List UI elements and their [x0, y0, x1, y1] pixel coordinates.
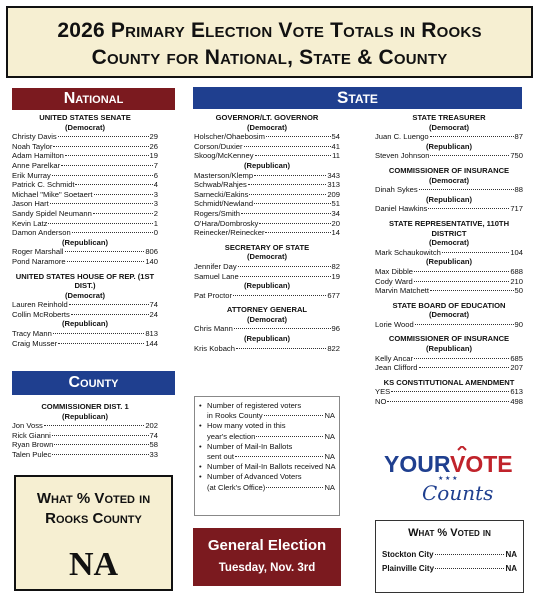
- city-name: Stockton City: [382, 550, 434, 559]
- vote-count: 24: [149, 309, 158, 319]
- state-results-right: [375, 113, 523, 407]
- county-turnout-value: NA: [68, 546, 119, 583]
- dot-leader: [52, 435, 149, 436]
- candidate-row: [12, 450, 158, 460]
- candidate-name: Sandy Spidel Neumann: [12, 208, 92, 218]
- dot-leader: [235, 456, 323, 457]
- race-heading: KS CONSTITUTIONAL AMENDMENT: [383, 377, 515, 387]
- bullet: •: [199, 421, 202, 431]
- logo-word-vote: VOTE: [450, 451, 513, 477]
- vote-count: 1: [153, 218, 158, 228]
- candidate-row: [194, 291, 340, 301]
- city-turnout-row: [382, 548, 517, 562]
- vote-count: 685: [510, 353, 523, 363]
- national-header: National: [12, 88, 175, 110]
- candidate-name: Schwab/Rahjes: [194, 180, 247, 190]
- dot-leader: [48, 223, 152, 224]
- vote-count: 19: [331, 271, 340, 281]
- race-heading: SECRETARY OF STATE: [224, 242, 310, 252]
- party-label: (Republican): [426, 194, 472, 204]
- candidate-row: [375, 204, 523, 214]
- candidate-name: Sarnecki/Eakins: [194, 189, 249, 199]
- dot-leader: [415, 324, 514, 325]
- dot-leader: [249, 194, 326, 195]
- race-heading: COMMISSIONER OF INSURANCE: [388, 334, 510, 344]
- party-label: (Republican): [244, 281, 290, 291]
- dot-leader: [65, 155, 149, 156]
- race-heading: COMMISSIONER OF INSURANCE: [388, 165, 510, 175]
- candidate-row: [12, 190, 158, 200]
- candidate-name: O'Hara/Dombrosky: [194, 218, 259, 228]
- race-heading: UNITED STATES SENATE: [39, 113, 131, 122]
- vote-count: 104: [510, 247, 523, 257]
- candidate-name: Lorie Wood: [375, 319, 414, 329]
- dot-leader: [430, 290, 514, 291]
- candidate-row: [12, 310, 158, 320]
- vote-count: 7: [153, 160, 158, 170]
- candidate-name: Dinah Sykes: [375, 185, 418, 195]
- stat-row: [199, 452, 335, 462]
- candidate-row: [375, 151, 523, 161]
- candidate-row: [194, 171, 340, 181]
- dot-leader: [94, 194, 153, 195]
- vote-count: 822: [327, 343, 340, 353]
- candidate-name: Kelly Ancar: [375, 353, 413, 363]
- candidate-name: Lauren Reinhold: [12, 300, 68, 310]
- dot-leader: [419, 367, 510, 368]
- stat-label: Number of Mail-In Ballots received: [207, 462, 324, 472]
- candidate-row: [375, 363, 523, 373]
- candidate-name: Pat Proctor: [194, 290, 232, 300]
- dot-leader: [254, 203, 330, 204]
- candidate-row: [194, 199, 340, 209]
- candidate-row: [12, 142, 158, 152]
- vote-count: 34: [331, 208, 340, 218]
- dot-leader: [54, 444, 148, 445]
- candidate-name: Kris Kobach: [194, 343, 235, 353]
- bullet: •: [199, 401, 202, 410]
- candidate-name: Craig Musser: [12, 338, 58, 348]
- vote-count: 0: [153, 228, 158, 238]
- candidate-row: [12, 257, 158, 267]
- county-turnout-title-2: Rooks County: [45, 510, 142, 527]
- candidate-row: [375, 185, 523, 195]
- dot-leader: [58, 136, 149, 137]
- stat-value: NA: [324, 411, 335, 421]
- vote-count: 3: [153, 199, 158, 209]
- candidate-name: Schmidt/Newland: [194, 199, 254, 209]
- candidate-row: [12, 431, 158, 441]
- candidate-name: Patrick C. Schmidt: [12, 180, 75, 190]
- party-label: (Democrat): [64, 122, 106, 132]
- your-vote-counts-logo: [378, 446, 522, 508]
- dot-leader: [414, 281, 510, 282]
- bullet: •: [199, 441, 202, 451]
- stat-item: [199, 401, 335, 411]
- stat-item: [199, 442, 335, 452]
- city-turnout-row: [382, 562, 517, 576]
- party-label: (Republican): [426, 141, 472, 151]
- vote-count: 210: [510, 276, 523, 286]
- dot-leader: [248, 184, 327, 185]
- vote-count: 207: [510, 363, 523, 373]
- candidate-name: Jennifer Day: [194, 261, 237, 271]
- candidate-name: Pond Naramore: [12, 256, 66, 266]
- vote-count: 750: [510, 151, 523, 161]
- candidate-row: [375, 132, 523, 142]
- vote-count: 313: [327, 180, 340, 190]
- party-label: (Democrat): [428, 238, 470, 248]
- vote-count: 11: [332, 151, 340, 161]
- dot-leader: [241, 213, 331, 214]
- vote-count: 41: [331, 141, 340, 151]
- dot-leader: [266, 487, 323, 488]
- star-icon: ★ ★ ★: [438, 476, 458, 482]
- vote-count: 19: [149, 151, 158, 161]
- stat-item: [199, 472, 335, 482]
- candidate-row: [375, 320, 523, 330]
- candidate-row: [12, 151, 158, 161]
- vote-count: 813: [145, 329, 158, 339]
- vote-count: 50: [514, 286, 523, 296]
- party-label: (Republican): [426, 257, 472, 267]
- dot-leader: [428, 208, 509, 209]
- stat-label: Number of Mail-In Ballots: [207, 441, 293, 451]
- page-title-line-1: 2026 Primary Election Vote Totals in Rooks: [57, 19, 482, 42]
- candidate-name: Christy Davis: [12, 132, 57, 142]
- candidate-row: [194, 344, 340, 354]
- dot-leader: [266, 136, 331, 137]
- city-turnout-title: What % Voted in: [408, 527, 491, 539]
- county-turnout-box: [14, 475, 173, 591]
- candidate-name: Roger Marshall: [12, 247, 64, 257]
- vote-count: 82: [331, 261, 340, 271]
- candidate-row: [12, 440, 158, 450]
- dot-leader: [240, 276, 331, 277]
- county-turnout-title-1: What % Voted in: [36, 490, 151, 507]
- candidate-name: Anne Parelkar: [12, 160, 61, 170]
- vote-count: 688: [510, 266, 523, 276]
- vote-count: 613: [510, 387, 523, 397]
- candidate-row: [194, 228, 340, 238]
- candidate-name: Corson/Duxier: [194, 141, 243, 151]
- candidate-row: [12, 199, 158, 209]
- dot-leader: [430, 155, 509, 156]
- vote-count: 74: [149, 300, 158, 310]
- candidate-name: Reinecker/Reinecker: [194, 228, 265, 238]
- candidate-row: [12, 219, 158, 229]
- candidate-row: [12, 132, 158, 142]
- dot-leader: [50, 203, 153, 204]
- dot-leader: [244, 146, 331, 147]
- vote-count: 33: [149, 449, 158, 459]
- race-heading: ATTORNEY GENERAL: [226, 305, 308, 315]
- dot-leader: [69, 304, 149, 305]
- candidate-row: [12, 161, 158, 171]
- vote-count: 58: [149, 440, 158, 450]
- candidate-row: [12, 300, 158, 310]
- dot-leader: [259, 223, 330, 224]
- voter-stats-box: [194, 396, 340, 516]
- candidate-row: [194, 209, 340, 219]
- city-name: Plainville City: [382, 564, 435, 573]
- candidate-name: Ryan Brown: [12, 440, 54, 450]
- stat-label-cont: (at Clerk's Office): [207, 482, 266, 492]
- vote-count: 20: [331, 218, 340, 228]
- stat-value: NA: [324, 482, 335, 492]
- county-header: County: [12, 371, 175, 395]
- vote-count: 54: [331, 132, 340, 142]
- party-label: (Republican): [62, 237, 108, 247]
- dot-leader: [387, 401, 509, 402]
- vote-count: 140: [145, 256, 158, 266]
- party-label: (Democrat): [246, 122, 288, 132]
- national-results: [12, 113, 158, 348]
- race-heading: COMMISSIONER DIST. 1: [41, 402, 129, 411]
- candidate-row: [375, 286, 523, 296]
- candidate-row: [12, 339, 158, 349]
- stat-label: Number of Advanced Voters: [207, 472, 302, 482]
- dot-leader: [414, 271, 509, 272]
- candidate-row: [375, 248, 523, 258]
- general-election-date: Tuesday, Nov. 3rd: [218, 562, 316, 574]
- state-results-left: [194, 113, 340, 353]
- candidate-row: [12, 329, 158, 339]
- candidate-row: [194, 272, 340, 282]
- candidate-row: [12, 180, 158, 190]
- stat-label: Number of registered voters: [207, 401, 302, 410]
- party-label: (Democrat): [428, 310, 470, 320]
- candidate-row: [194, 180, 340, 190]
- party-label: (Democrat): [246, 252, 288, 262]
- candidate-row: [12, 171, 158, 181]
- vote-count: 677: [327, 290, 340, 300]
- vote-count: 90: [514, 319, 523, 329]
- race-heading: GOVERNOR/LT. GOVERNOR: [215, 113, 319, 122]
- candidate-name: Masterson/Klemp: [194, 170, 254, 180]
- candidate-name: Mark Schaukowitch: [375, 247, 441, 257]
- candidate-name: Steven Johnson: [375, 151, 430, 161]
- candidate-row: [194, 151, 340, 161]
- vote-count: 343: [327, 170, 340, 180]
- vote-count: 96: [331, 324, 340, 334]
- bullet: •: [199, 462, 202, 472]
- race-heading: UNITED STATES HOUSE OF REP. (1ST DIST.): [15, 271, 155, 291]
- vote-count: 6: [153, 170, 158, 180]
- dot-leader: [72, 232, 153, 233]
- candidate-name: Holscher/Ohaebosim: [194, 132, 265, 142]
- stat-row: [199, 483, 335, 493]
- candidate-name: NO: [375, 397, 387, 407]
- city-value: NA: [505, 564, 517, 573]
- vote-count: 14: [331, 228, 340, 238]
- candidate-name: Erik Murray: [12, 170, 51, 180]
- vote-count: 3: [153, 189, 158, 199]
- dot-leader: [61, 165, 153, 166]
- candidate-row: [194, 219, 340, 229]
- party-label: (Democrat): [428, 122, 470, 132]
- candidate-name: Tracy Mann: [12, 329, 52, 339]
- party-label: (Republican): [244, 334, 290, 344]
- stat-label-cont: sent out: [207, 452, 235, 462]
- logo-word-your: YOUR: [384, 451, 451, 477]
- candidate-row: [12, 247, 158, 257]
- dot-leader: [419, 189, 514, 190]
- vote-count: 88: [514, 185, 523, 195]
- vote-count: 498: [510, 397, 523, 407]
- dot-leader: [256, 436, 323, 437]
- candidate-row: [375, 267, 523, 277]
- dot-leader: [67, 261, 145, 262]
- party-label: (Republican): [62, 319, 108, 329]
- stat-row: [199, 462, 335, 472]
- county-results: [12, 402, 158, 460]
- dot-leader: [233, 295, 326, 296]
- vote-count: 806: [145, 247, 158, 257]
- candidate-row: [194, 262, 340, 272]
- dot-leader: [75, 184, 152, 185]
- race-heading: STATE BOARD OF EDUCATION: [392, 300, 506, 310]
- candidate-name: Talen Pulec: [12, 449, 52, 459]
- vote-count: 144: [145, 338, 158, 348]
- candidate-row: [375, 397, 523, 407]
- dot-leader: [254, 175, 326, 176]
- dot-leader: [442, 252, 509, 253]
- check-icon: [458, 446, 466, 450]
- dot-leader: [65, 251, 145, 252]
- candidate-name: Rick Gianni: [12, 430, 51, 440]
- page-title-line-2: County for National, State & County: [91, 46, 448, 69]
- race-heading: STATE REPRESENTATIVE, 110TH DISTRICT: [388, 218, 510, 238]
- city-value: NA: [505, 550, 517, 559]
- party-label: (Democrat): [428, 175, 470, 185]
- vote-count: 74: [149, 430, 158, 440]
- candidate-name: YES: [375, 387, 391, 397]
- candidate-name: Marvin Matchett: [375, 286, 430, 296]
- candidate-name: Skoog/McKenney: [194, 151, 254, 161]
- candidate-row: [12, 228, 158, 238]
- race-heading: STATE TREASURER: [412, 113, 486, 122]
- dot-leader: [234, 328, 331, 329]
- vote-count: 87: [514, 132, 523, 142]
- stat-value: NA: [325, 462, 336, 472]
- stat-row: [199, 432, 335, 442]
- candidate-row: [12, 209, 158, 219]
- stat-label-cont: year's election: [207, 431, 256, 441]
- stat-item: [199, 421, 335, 431]
- vote-count: 202: [145, 421, 158, 431]
- party-label: (Republican): [244, 160, 290, 170]
- candidate-name: Jon Voss: [12, 421, 43, 431]
- candidate-row: [12, 421, 158, 431]
- candidate-name: Daniel Hawkins: [375, 204, 428, 214]
- candidate-row: [194, 324, 340, 334]
- dot-leader: [53, 333, 145, 334]
- dot-leader: [238, 266, 331, 267]
- candidate-name: Adam Hamilton: [12, 151, 64, 161]
- vote-count: 51: [331, 199, 340, 209]
- candidate-name: Michael "Mike" Soetaert: [12, 189, 93, 199]
- vote-count: 29: [149, 132, 158, 142]
- dot-leader: [52, 175, 153, 176]
- dot-leader: [44, 425, 145, 426]
- dot-leader: [53, 146, 148, 147]
- stat-value: NA: [324, 452, 335, 462]
- party-label: (Republican): [62, 411, 108, 421]
- dot-leader: [93, 213, 153, 214]
- candidate-row: [194, 190, 340, 200]
- general-election-title: General Election: [207, 537, 327, 554]
- vote-count: 2: [153, 208, 158, 218]
- candidate-name: Damon Anderson: [12, 228, 71, 238]
- candidate-row: [375, 354, 523, 364]
- party-label: (Democrat): [64, 290, 106, 300]
- dot-leader: [264, 415, 324, 416]
- candidate-name: Rogers/Smith: [194, 208, 241, 218]
- candidate-name: Samuel Lane: [194, 271, 239, 281]
- stat-row: [199, 411, 335, 421]
- candidate-name: Juan C. Luengo: [375, 132, 429, 142]
- stat-value: NA: [324, 431, 335, 441]
- vote-count: 4: [153, 180, 158, 190]
- candidate-row: [375, 277, 523, 287]
- city-turnout-box: [375, 520, 524, 593]
- dot-leader: [265, 232, 330, 233]
- candidate-name: Collin McRoberts: [12, 309, 70, 319]
- candidate-name: Jason Hart: [12, 199, 49, 209]
- candidate-row: [194, 132, 340, 142]
- party-label: (Republican): [426, 344, 472, 354]
- party-label: (Democrat): [246, 314, 288, 324]
- vote-count: 717: [510, 204, 523, 214]
- dot-leader: [52, 454, 148, 455]
- bullet: •: [199, 472, 202, 482]
- candidate-name: Max Dibble: [375, 266, 413, 276]
- candidate-name: Noah Taylor: [12, 141, 53, 151]
- dot-leader: [58, 343, 144, 344]
- candidate-row: [194, 142, 340, 152]
- stat-label-cont: in Rooks County: [207, 411, 263, 421]
- candidate-row: [375, 387, 523, 397]
- title-box: [6, 6, 533, 78]
- dot-leader: [236, 348, 326, 349]
- dot-leader: [71, 314, 149, 315]
- state-header: State: [193, 87, 522, 109]
- stat-label: How many voted in this: [207, 421, 286, 431]
- general-election-box: [193, 528, 341, 586]
- logo-word-counts: Counts: [422, 481, 494, 505]
- candidate-name: Cody Ward: [375, 276, 413, 286]
- vote-count: 26: [149, 141, 158, 151]
- dot-leader: [391, 391, 509, 392]
- candidate-name: Jean Clifford: [375, 363, 418, 373]
- candidate-name: Chris Mann: [194, 324, 233, 334]
- candidate-name: Kevin Latz: [12, 218, 48, 228]
- dot-leader: [430, 136, 514, 137]
- vote-count: 209: [327, 189, 340, 199]
- dot-leader: [414, 358, 509, 359]
- dot-leader: [255, 155, 332, 156]
